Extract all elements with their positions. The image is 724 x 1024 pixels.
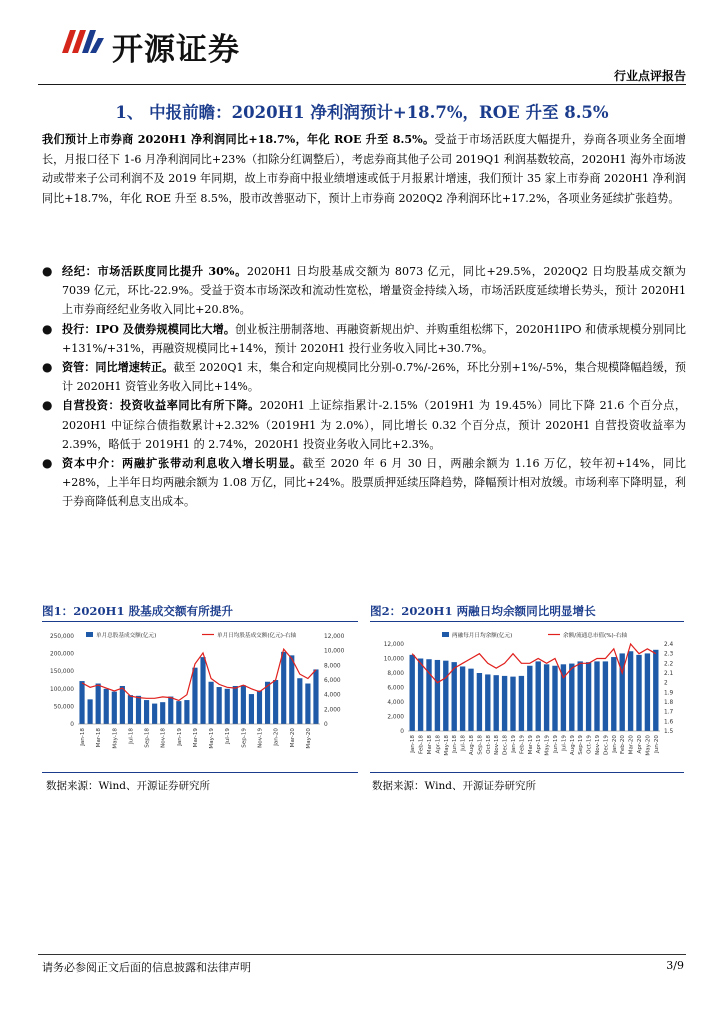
bullet-text: 2020H1 上证综指累计-2.15%（2019H1 为 19.45%）同比下降 21.6 个百分点，2020H1 中证综合债指数累计+2.32%（2019H1 为 2.0%），同比增长 0.32 个百分点，预计 2020H1 自营投资收益率为 2.39%，略低于 2019H1 的 2.74%，2020H1 投资业务收入同比+2.3%。	[62, 399, 686, 451]
y-right-tick-label: 12,000	[324, 634, 345, 640]
bar	[477, 673, 482, 731]
x-tick-label: Mar-20	[289, 728, 296, 748]
x-tick-label: Feb-19	[519, 735, 526, 755]
intro-lead: 我们预计上市券商 2020H1 净利润同比+18.7%，年化 ROE 升至 8.5%。	[42, 133, 435, 146]
y-right-tick-label: 2.2	[664, 661, 674, 668]
legend-label: 单月日均股基成交额(亿元)-右轴	[217, 633, 297, 639]
y-left-tick-label: 250,000	[50, 634, 74, 640]
x-tick-label: Jul-18	[460, 735, 467, 751]
x-tick-label: Feb-18	[418, 735, 425, 755]
bar	[443, 661, 448, 731]
x-tick-label: Sep-18	[144, 728, 151, 748]
bar	[104, 689, 109, 724]
figure2-chart	[370, 624, 684, 770]
bar	[168, 697, 173, 724]
y-right-tick-label: 1.7	[664, 709, 674, 716]
bar	[552, 666, 557, 731]
x-tick-label: Apr-18	[435, 735, 442, 754]
legend-label: 单月总股基成交额(亿元)	[96, 633, 157, 639]
y-left-tick-label: 10,000	[383, 656, 404, 663]
y-left-tick-label: 4,000	[387, 700, 404, 706]
x-tick-label: May-18	[443, 735, 450, 756]
bullet-heading: 自营投资：投资收益率同比有所下降。	[62, 399, 260, 413]
x-tick-label: Feb-20	[620, 735, 627, 755]
list-item	[42, 358, 686, 396]
y-right-tick-label: 0	[324, 722, 328, 728]
bar	[265, 682, 270, 724]
figure1-chart	[42, 624, 358, 770]
x-tick-label: Nov-19	[257, 728, 264, 748]
bar	[136, 696, 141, 724]
x-tick-label: Jan-20	[273, 728, 280, 746]
bar	[611, 657, 616, 731]
bullet-icon: ●	[42, 456, 53, 471]
y-right-tick-label: 8,000	[324, 663, 341, 670]
x-tick-label: Oct-19	[586, 735, 593, 754]
bar	[645, 653, 650, 731]
x-tick-label: Jun-18	[452, 735, 459, 753]
bar	[176, 701, 181, 724]
logo-icon	[58, 22, 106, 62]
y-left-tick-label: 2,000	[387, 714, 404, 721]
bar	[569, 664, 574, 731]
x-tick-label: May-19	[209, 728, 216, 749]
bar	[281, 652, 286, 724]
bar	[209, 682, 214, 724]
bar	[79, 681, 84, 724]
x-tick-label: Oct-18	[485, 735, 492, 754]
bar	[192, 668, 197, 724]
bar	[233, 686, 238, 724]
x-tick-label: Mar-20	[628, 735, 635, 755]
logo-text: 开源证券	[112, 32, 240, 68]
bar	[160, 702, 165, 724]
x-tick-label: Mar-19	[527, 735, 534, 755]
bar	[88, 699, 93, 724]
bar	[305, 684, 310, 724]
bar	[485, 674, 490, 731]
x-tick-label: Jun-20	[653, 735, 660, 753]
bullet-icon: ●	[42, 264, 53, 278]
bullet-text: 2020H1 日均股基成交额为 8073 亿元，同比+29.5%，2020Q2 日均股基成交额为 7039 亿元，环比-22.9%。受益于资本市场深改和流动性宽松，增量资金持续入场，市场活跃度延续增长势头，预计 2020H1 上市券商经纪业务收入同比+20.8%。	[62, 265, 686, 317]
page-number: 3/9	[666, 959, 684, 972]
y-left-tick-label: 6,000	[387, 685, 404, 692]
bar	[257, 691, 262, 724]
figure2-title: 图2：2020H1 两融日均余额同比明显增长	[370, 604, 596, 618]
x-tick-label: Jan-19	[511, 735, 517, 753]
x-tick-label: Aug-18	[469, 735, 475, 756]
x-tick-label: Aug-19	[569, 735, 576, 756]
bar	[544, 664, 549, 731]
x-tick-label: Sep-19	[241, 728, 248, 748]
bullet-list	[42, 262, 686, 512]
bar	[536, 661, 541, 731]
x-tick-label: Apr-20	[637, 735, 643, 754]
bar	[603, 661, 608, 731]
y-right-tick-label: 4,000	[324, 692, 341, 699]
x-tick-label: May-19	[544, 735, 551, 756]
bullet-heading: 投行：IPO 及债券规模同比大增。	[62, 322, 236, 336]
x-tick-label: May-20	[305, 728, 312, 749]
header-divider	[38, 84, 686, 85]
bar	[502, 676, 507, 731]
bullet-text: 截至 2020Q1 末，集合和定向规模同比分别-0.7%/-26%，环比分别+1%/-5%，集合规模降幅趋缓，预计 2020H1 资管业务收入同比+14%。	[62, 361, 686, 394]
bar	[128, 695, 133, 724]
bar	[120, 686, 125, 724]
x-tick-label: Mar-19	[192, 728, 199, 748]
x-tick-label: Nov-19	[595, 735, 601, 755]
intro-body: 受益于市场活跃度大幅提升，券商各项业务全面增长，月报口径下 1-6 月净利润同比+23%（扣除分红调整后），考虑券商其他子公司 2019Q1 利润基数较高，2020H1 海外市场波动或带来子公司利润不及 2019 年同期，故上市券商中报业绩增速或低于月报累计增速，我们预计 35 家上市券商 2020H1 净利润同比+18.7%，年化 ROE 升至 8.5%，股市改善驱动下，预计上市券商 2020Q2 净利润环比+17.2%，各项业务延续扩张趋势。	[42, 133, 686, 205]
figure1-bottom-rule	[42, 772, 358, 773]
y-left-tick-label: 8,000	[387, 671, 404, 677]
bar	[144, 700, 149, 724]
list-item	[42, 262, 686, 320]
y-right-tick-label: 2.1	[664, 671, 674, 677]
list-item	[42, 320, 686, 358]
bullet-heading: 资管：同比增速转正。	[62, 361, 174, 375]
y-left-tick-label: 150,000	[50, 669, 74, 676]
bar	[273, 680, 278, 724]
bullet-heading: 资本中介：两融扩张带动利息收入增长明显。	[62, 457, 303, 471]
bar	[494, 675, 499, 731]
bar	[418, 659, 423, 732]
y-right-tick-label: 1.8	[664, 700, 674, 706]
x-tick-label: Apr-19	[536, 735, 543, 754]
report-type: 行业点评报告	[613, 69, 686, 83]
bar	[653, 650, 658, 731]
bar	[594, 661, 599, 731]
bar	[452, 662, 457, 731]
bar	[184, 700, 189, 724]
bar	[510, 677, 515, 731]
bar	[249, 694, 254, 724]
y-left-tick-label: 200,000	[50, 651, 74, 658]
bullet-heading: 经纪：市场活跃度同比提升 30%。	[62, 265, 247, 278]
y-right-tick-label: 6,000	[324, 678, 341, 684]
y-left-tick-label: 12,000	[383, 642, 404, 648]
bar	[628, 651, 633, 731]
bar	[112, 692, 117, 724]
y-right-tick-label: 2.4	[664, 642, 674, 648]
figure1-title: 图1：2020H1 股基成交额有所提升	[42, 604, 233, 618]
figure2-title-rule	[370, 621, 684, 622]
x-tick-label: Nov-18	[494, 735, 501, 755]
legend-bar-swatch	[442, 632, 449, 637]
x-tick-label: Dec-18	[502, 735, 509, 755]
x-tick-label: May-18	[112, 728, 119, 749]
x-tick-label: Sep-19	[578, 735, 585, 755]
bar	[200, 657, 205, 724]
bar	[636, 655, 641, 731]
line-series	[82, 649, 316, 700]
list-item	[42, 454, 686, 512]
bullet-icon: ●	[42, 398, 53, 413]
bullet-text: 创业板注册制落地、再融资新规出炉、并购重组松绑下，2020H1IPO 和债承规模分别同比+131%/+31%，再融资规模同比+14%，预计 2020H1 投行业务收入同比+30.7%。	[62, 322, 687, 355]
line-series	[412, 644, 656, 683]
footer-divider	[38, 954, 686, 955]
bar	[435, 660, 440, 731]
legend-bar-swatch	[86, 632, 93, 637]
bar	[217, 687, 222, 724]
bar	[468, 669, 473, 731]
x-tick-label: Jul-19	[561, 735, 568, 751]
section-title: 1、 中报前瞻：2020H1 净利润预计+18.7%，ROE 升至 8.5%	[115, 103, 609, 122]
x-tick-label: Nov-18	[160, 728, 167, 748]
x-tick-label: Sep-18	[477, 735, 484, 755]
bar	[586, 662, 591, 731]
bar	[460, 666, 465, 731]
bar	[297, 678, 302, 724]
x-tick-label: May-20	[645, 735, 652, 756]
bar	[96, 684, 101, 724]
x-tick-label: Jan-18	[410, 735, 417, 753]
x-tick-label: Jan-19	[176, 728, 183, 746]
bar	[152, 704, 157, 724]
intro-paragraph	[42, 130, 686, 208]
bar	[410, 655, 415, 731]
figure1-title-rule	[42, 621, 358, 622]
bar	[527, 666, 532, 731]
bar	[289, 655, 294, 724]
bar	[241, 685, 246, 724]
bullet-icon: ●	[42, 360, 53, 375]
y-right-tick-label: 10,000	[324, 648, 345, 655]
figure2-source: 数据来源：Wind、开源证券研究所	[372, 780, 536, 792]
x-tick-label: Mar-18	[427, 735, 433, 755]
list-item	[42, 396, 686, 454]
y-right-tick-label: 2.3	[664, 651, 674, 658]
x-tick-label: Jul-19	[225, 728, 232, 744]
bullet-icon: ●	[42, 321, 53, 336]
bar	[519, 676, 524, 731]
footer-disclaimer: 请务必参阅正文后面的信息披露和法律声明	[42, 961, 251, 974]
y-right-tick-label: 2,000	[324, 707, 341, 714]
y-right-tick-label: 2	[664, 680, 668, 687]
x-tick-label: Jan-20	[611, 735, 618, 753]
bar	[313, 669, 318, 724]
bar	[225, 689, 230, 724]
x-tick-label: Jun-19	[553, 735, 559, 753]
figure1-source: 数据来源：Wind、开源证券研究所	[46, 780, 210, 792]
y-right-tick-label: 1.6	[664, 719, 674, 726]
y-left-tick-label: 100,000	[50, 686, 74, 693]
x-tick-label: Jul-18	[128, 728, 135, 744]
y-left-tick-label: 0	[400, 729, 404, 735]
y-right-tick-label: 1.9	[664, 690, 674, 697]
y-left-tick-label: 50,000	[53, 704, 74, 711]
legend-label: 余额/流通总市值(%)-右轴	[563, 633, 627, 639]
x-tick-label: Mar-18	[96, 728, 103, 748]
bar	[578, 661, 583, 731]
x-tick-label: Dec-19	[603, 735, 610, 755]
y-left-tick-label: 0	[70, 722, 74, 728]
x-tick-label: Jan-18	[80, 728, 87, 746]
bullet-text: 截至 2020 年 6 月 30 日，两融余额为 1.16 万亿，较年初+14%，同比+28%，上半年日均两融余额为 1.08 万亿，同比+24%。股票质押延续压降趋势，降幅预计相对放缓。市场利率下降明显，利于券商降低利息支出成本。	[62, 457, 686, 509]
legend-label: 两融每月日均余额(亿元)	[452, 633, 513, 639]
y-right-tick-label: 1.5	[664, 729, 674, 735]
figure2-bottom-rule	[370, 772, 684, 773]
